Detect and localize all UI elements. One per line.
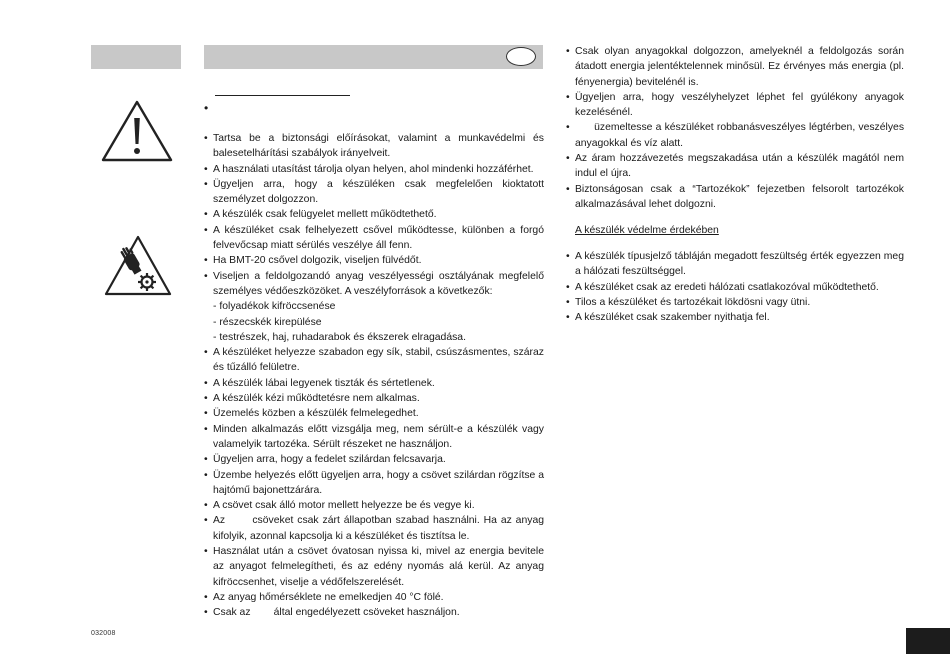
- rotating-parts-hazard-icon: [103, 234, 173, 298]
- header-bar: [204, 45, 543, 69]
- list-item: • A készülék csak felügyelet mellett működtethető.: [204, 207, 544, 222]
- list-item: • Ha BMT-20 csővel dolgozik, viseljen fülvédőt.: [204, 253, 544, 268]
- list-item: • Viseljen a feldolgozandó anyag veszélyességi osztályának megfelelő személyes védőeszközöket. A veszélyforrások a következők:: [204, 269, 544, 300]
- empty-bullet: •: [204, 101, 209, 115]
- list-item: • Üzembe helyezés előtt ügyeljen arra, hogy a csövet szilárdan rögzítse a hajtómű bajonettzárára.: [204, 468, 544, 499]
- page-tab: [906, 628, 950, 654]
- list-item: • Az csöveket csak zárt állapotban szabad használni. Ha az anyag kifolyik, azonnal kapcsolja ki a készüléket és tisztítsa le.: [204, 513, 544, 544]
- section-tab: [91, 45, 181, 69]
- list-item: • Tilos a készüléket és tartozékait lökdösni vagy ütni.: [566, 295, 904, 310]
- list-item: • Minden alkalmazás előtt vizsgálja meg, nem sérült-e a készülék vagy valamelyik tartozéka. Sérült részeket ne használjon.: [204, 422, 544, 453]
- list-item: • A készülék kézi működtetésre nem alkalmas.: [204, 391, 544, 406]
- list-item: • Az áram hozzávezetés megszakadása után a készülék magától nem indul el újra.: [566, 151, 904, 182]
- hazard-item: - részecskék kirepülése: [213, 316, 322, 328]
- list-item: • Az anyag hőmérséklete ne emelkedjen 40 °C fölé.: [204, 590, 544, 605]
- list-item: • A készüléket csak szakember nyithatja fel.: [566, 310, 904, 325]
- list-item: • A készüléket csak felhelyezett csővel működtesse, különben a forgó felvevőcsap miatt sérülés veszélye áll fenn.: [204, 223, 544, 254]
- language-badge: [506, 47, 536, 66]
- list-item: • Biztonságosan csak a “Tartozékok” fejezetben felsorolt tartozékok alkalmazásával lehet dolgozni.: [566, 182, 904, 213]
- safety-instructions-right: [566, 44, 907, 325]
- list-item: • Üzemelés közben a készülék felmelegedhet.: [204, 406, 544, 421]
- list-item: • A készüléket helyezze szabadon egy sík, stabil, csúszásmentes, száraz és tűzálló felületre.: [204, 345, 544, 376]
- list-item: • A készülék lábai legyenek tiszták és sértetlenek.: [204, 376, 544, 391]
- list-item: • Ügyeljen arra, hogy a fedelet szilárdan felcsavarja.: [204, 452, 544, 467]
- list-item: • Ügyeljen arra, hogy veszélyhelyzet léphet fel gyúlékony anyagok kezelésénél.: [566, 90, 904, 121]
- list-item: • Tartsa be a biztonsági előírásokat, valamint a munkavédelmi és balesetelhárítási szabályok irányelveit.: [204, 131, 544, 162]
- hazard-item: - testrészek, haj, ruhadarabok és ékszerek elragadása.: [213, 331, 466, 343]
- safety-instructions-left: [204, 131, 547, 621]
- list-item: • A csövet csak álló motor mellett helyezze be és vegye ki.: [204, 498, 544, 513]
- list-item: • A készülék típusjelző tábláján megadott feszültség érték egyezzen meg a hálózati feszültséggel.: [566, 249, 904, 280]
- list-item: • Csak az által engedélyezett csöveket használjon.: [204, 605, 544, 620]
- hazard-item: - folyadékok kifröccsenése: [213, 301, 336, 313]
- list-item: • Használat után a csövet óvatosan nyissa ki, mivel az energia bevitele az anyagot felmelegítheti, és az edény nyomás alá kerül. Az anyag kifröccsenhet, viselje a védőfelszerelését.: [204, 544, 544, 590]
- list-item: • üzemeltesse a készüléket robbanásveszélyes légtérben, veszélyes anyagokkal és víz alatt.: [566, 120, 904, 151]
- list-item: • Ügyeljen arra, hogy a készüléken csak megfelelően kioktatott személyzet dolgozzon.: [204, 177, 544, 208]
- list-item: • Csak olyan anyagokkal dolgozzon, amelyeknél a feldolgozás során átadott energia jelentéktelennek minősül. Ez érvényes más energia (pl. fényenergia) bevitelénél is.: [566, 44, 904, 90]
- protection-section-title: A készülék védelme érdekében: [575, 225, 719, 237]
- list-item: • A használati utasítást tárolja olyan helyen, ahol mindenki hozzáférhet.: [204, 162, 544, 177]
- list-item: • A készüléket csak az eredeti hálózati csatlakozóval működtethető.: [566, 280, 904, 295]
- document-code: 032008: [91, 630, 116, 637]
- warning-triangle-icon: [99, 98, 175, 164]
- heading-underline: [215, 95, 350, 96]
